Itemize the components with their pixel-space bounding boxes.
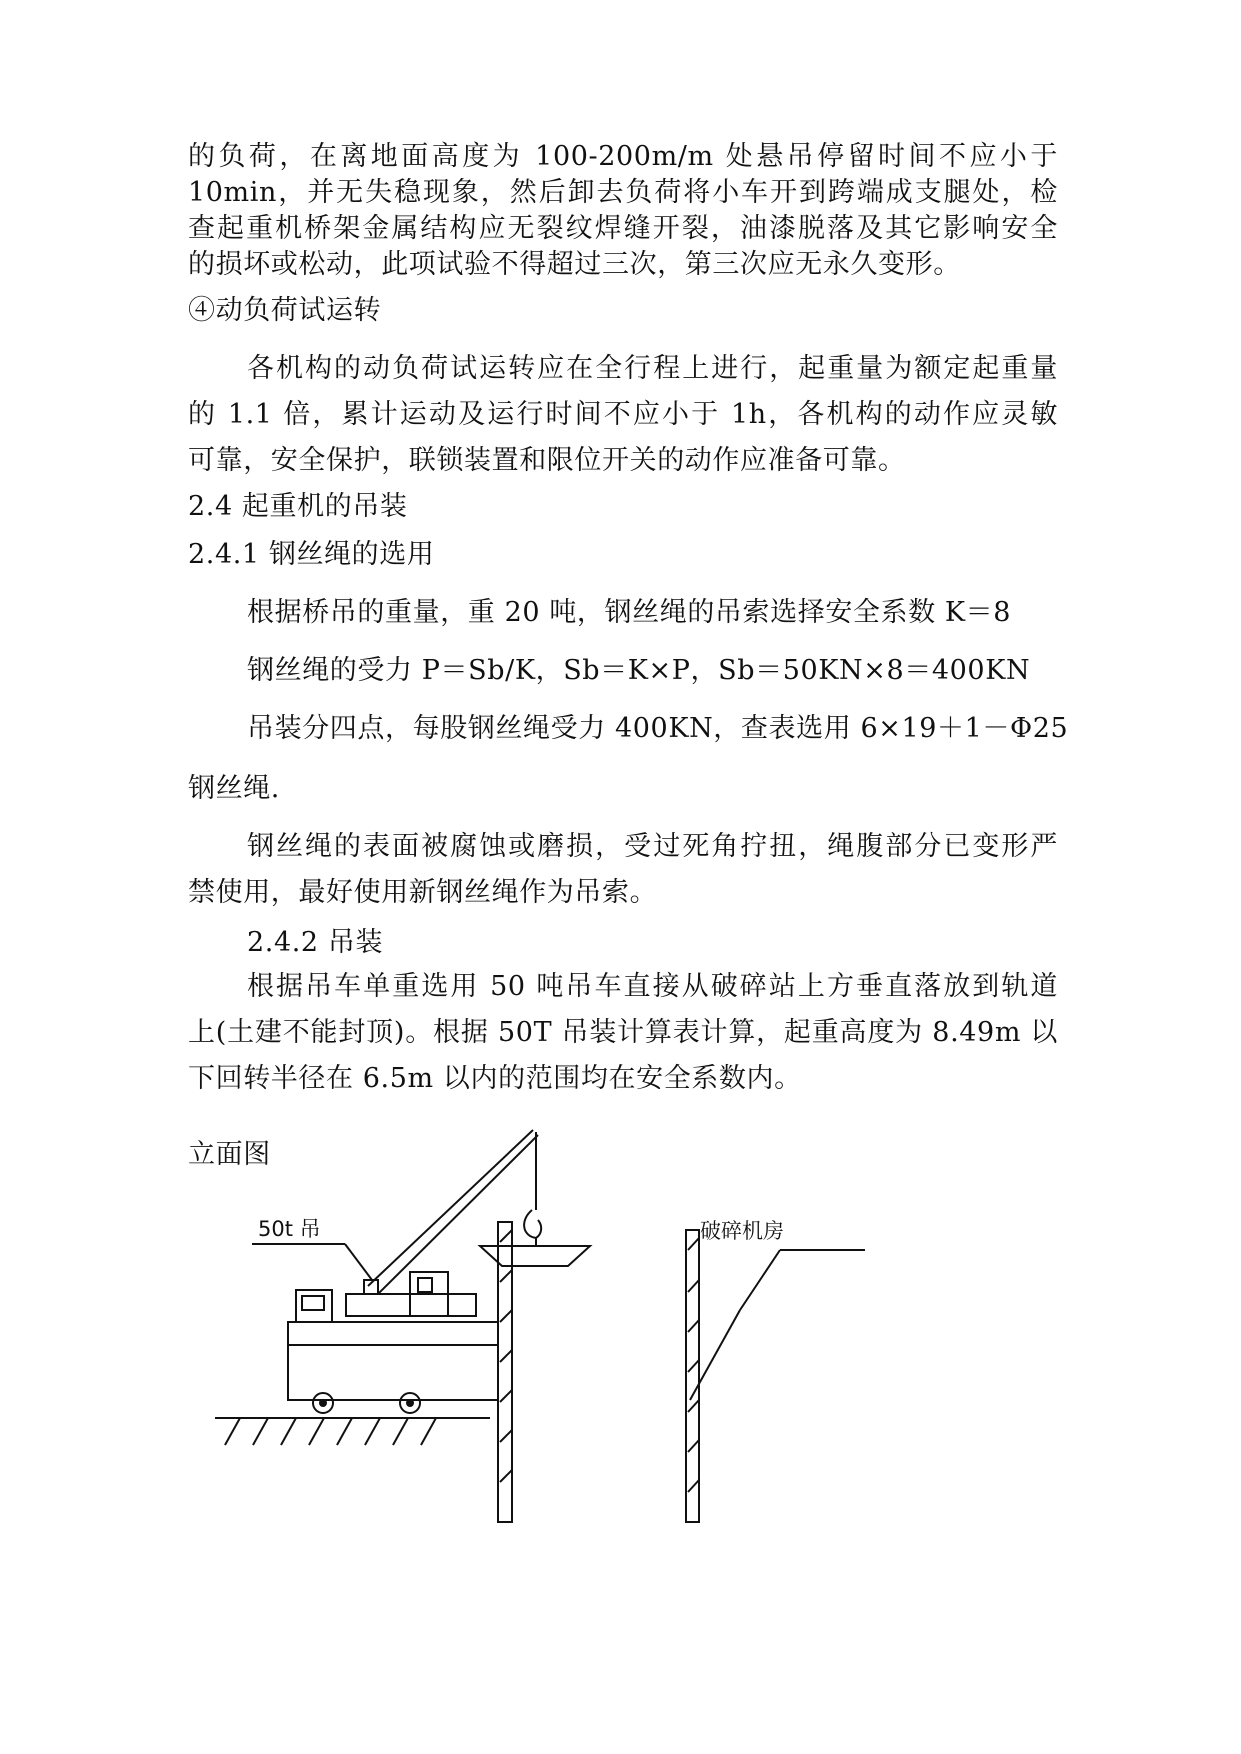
paragraph-line: 钢丝绳的表面被腐蚀或磨损，受过死角拧扭，绳腹部分已变形严 <box>247 831 1058 862</box>
paragraph-line: 可靠，安全保护，联锁装置和限位开关的动作应准备可靠。 <box>188 445 906 476</box>
ground <box>215 1418 490 1445</box>
crane-chassis <box>288 1322 498 1400</box>
paragraph-line: 吊装分四点，每股钢丝绳受力 400KN，查表选用 6×19＋1－Φ25 <box>247 713 1069 744</box>
paragraph-line: 的损坏或松动，此项试验不得超过三次，第三次应无永久变形。 <box>188 249 961 280</box>
elevation-drawing <box>200 1217 1100 1580</box>
paragraph-line: 钢丝绳. <box>188 773 280 804</box>
section-heading: 2.4 起重机的吊装 <box>188 491 408 522</box>
crane-label: 50t 吊 <box>258 1217 321 1241</box>
truck-crane <box>288 1130 590 1413</box>
crane-label-leader <box>252 1244 372 1280</box>
paragraph-line: 查起重机桥架金属结构应无裂纹焊缝开裂，油漆脱落及其它影响安全 <box>188 213 1058 244</box>
paragraph-line: 的 1.1 倍，累计运动及运行时间不应小于 1h，各机构的动作应灵敏 <box>188 399 1058 430</box>
paragraph-line: 禁使用，最好使用新钢丝绳作为吊索。 <box>188 877 658 908</box>
paragraph-line: 根据桥吊的重量，重 20 吨，钢丝绳的吊索选择安全系数 K＝8 <box>247 597 1012 628</box>
right-wall <box>686 1230 699 1522</box>
section-heading: 2.4.2 吊装 <box>247 927 384 958</box>
paragraph-line: 下回转半径在 6.5m 以内的范围均在安全系数内。 <box>188 1063 802 1094</box>
paragraph-line: 各机构的动负荷试运转应在全行程上进行，起重量为额定起重量 <box>247 353 1058 384</box>
room-label: 破碎机房 <box>700 1219 784 1243</box>
figure-title: 立面图 <box>188 1139 271 1170</box>
load-tray <box>480 1246 590 1266</box>
paragraph-line: 10min，并无失稳现象，然后卸去负荷将小车开到跨端成支腿处，检 <box>188 177 1058 208</box>
paragraph-line: 根据吊车单重选用 50 吨吊车直接从破碎站上方垂直落放到轨道 <box>247 971 1058 1002</box>
room-label-leader <box>690 1250 865 1400</box>
section-heading: 2.4.1 钢丝绳的选用 <box>188 539 435 570</box>
paragraph-line: 的负荷，在离地面高度为 100-200m/m 处悬吊停留时间不应小于 <box>188 141 1058 172</box>
paragraph-line: 钢丝绳的受力 P＝Sb/K，Sb＝K×P，Sb＝50KN×8＝400KN <box>247 655 1031 686</box>
section-heading: ④动负荷试运转 <box>188 295 382 326</box>
paragraph-line: 上(土建不能封顶)。根据 50T 吊装计算表计算，起重高度为 8.49m 以 <box>188 1017 1058 1048</box>
